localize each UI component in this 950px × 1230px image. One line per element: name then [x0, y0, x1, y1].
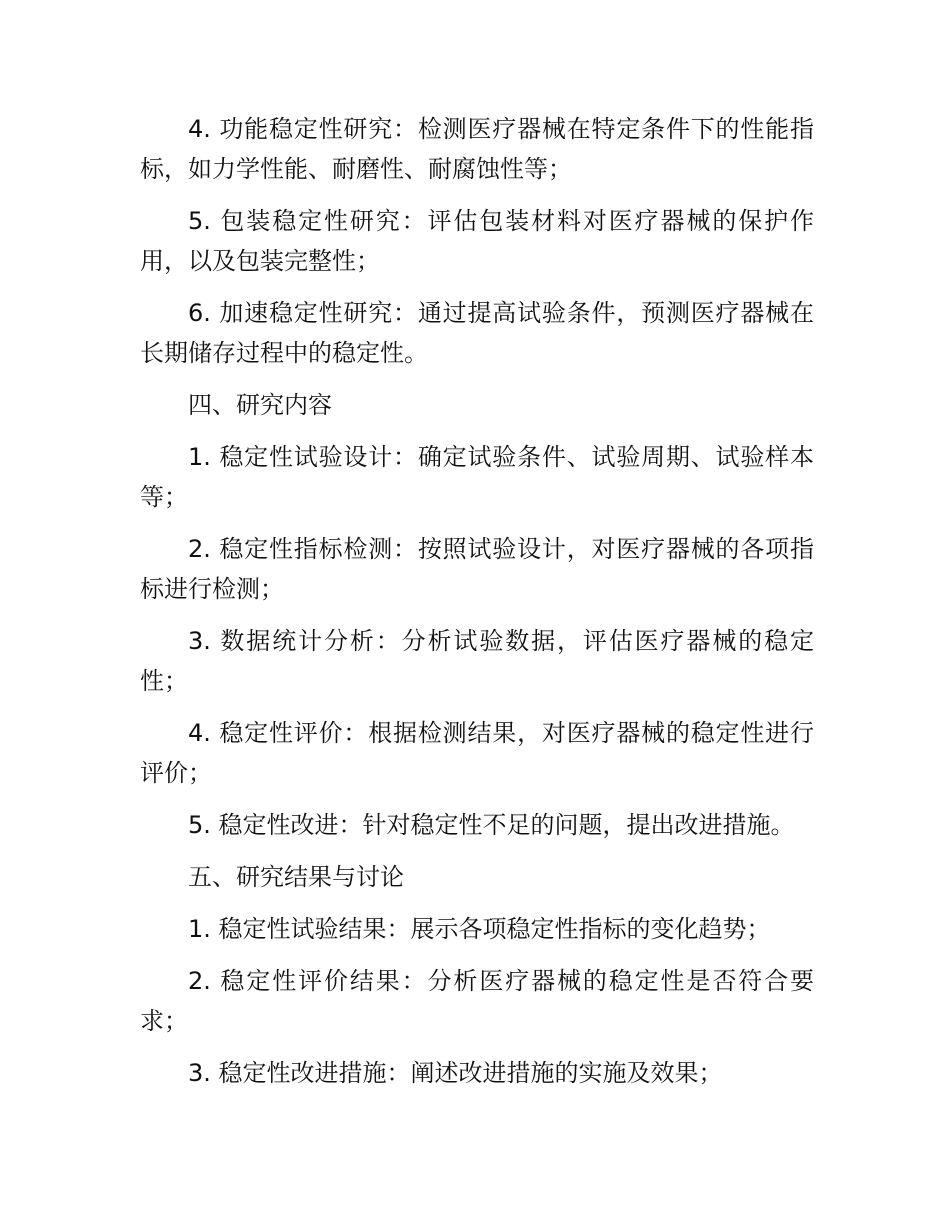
- paragraph-accelerated-stability: 6. 加速稳定性研究：通过提高试验条件，预测医疗器械在长期储存过程中的稳定性。: [140, 299, 814, 367]
- paragraph-functional-stability: 4. 功能稳定性研究：检测医疗器械在特定条件下的性能指标，如力学性能、耐磨性、耐腐蚀性等；: [140, 115, 814, 183]
- paragraph-evaluation-results: 2. 稳定性评价结果：分析医疗器械的稳定性是否符合要求；: [140, 967, 814, 1035]
- section-heading-research-content: 四、研究内容: [188, 391, 332, 419]
- paragraph-test-results: 1. 稳定性试验结果：展示各项稳定性指标的变化趋势；: [188, 915, 771, 943]
- paragraph-packaging-stability: 5. 包装稳定性研究：评估包装材料对医疗器械的保护作用，以及包装完整性；: [140, 207, 814, 275]
- paragraph-data-analysis: 3. 数据统计分析：分析试验数据，评估医疗器械的稳定性；: [140, 627, 814, 695]
- paragraph-stability-evaluation: 4. 稳定性评价：根据检测结果，对医疗器械的稳定性进行评价；: [140, 719, 814, 787]
- paragraph-indicator-testing: 2. 稳定性指标检测：按照试验设计，对医疗器械的各项指标进行检测；: [140, 535, 814, 603]
- section-heading-results-discussion: 五、研究结果与讨论: [188, 863, 404, 891]
- document-body: [140, 109, 814, 1105]
- paragraph-improvement-measures: 3. 稳定性改进措施：阐述改进措施的实施及效果；: [188, 1059, 723, 1087]
- paragraph-stability-improvement: 5. 稳定性改进：针对稳定性不足的问题，提出改进措施。: [188, 811, 795, 839]
- paragraph-test-design: 1. 稳定性试验设计：确定试验条件、试验周期、试验样本等；: [140, 443, 814, 511]
